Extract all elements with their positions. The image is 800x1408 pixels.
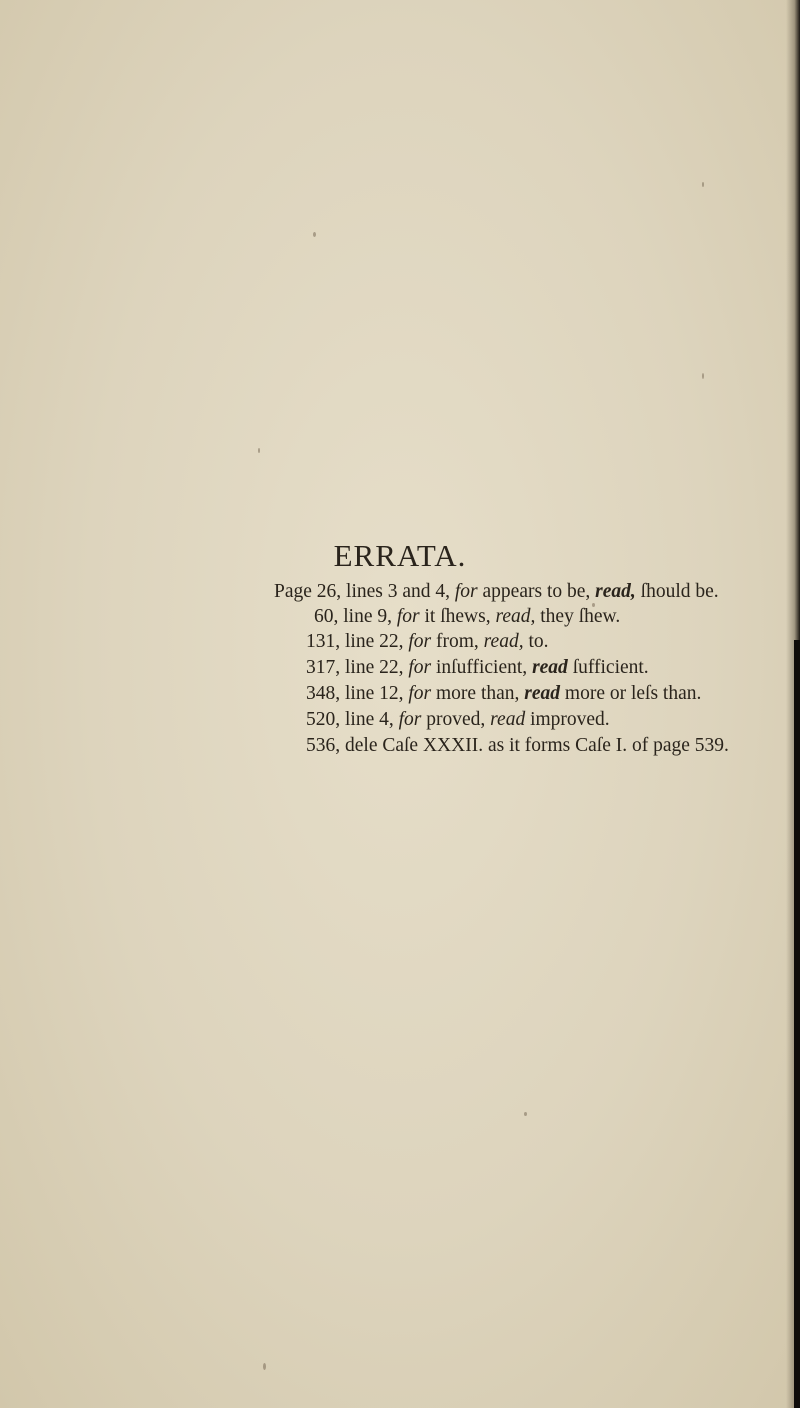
errata-entry (274, 582, 719, 602)
entry-lead: 348, line 12, (306, 683, 404, 704)
entry-lead: 60, line 9, (314, 606, 392, 627)
page-edge-binding (794, 640, 800, 1408)
wrong-text: appears to be, (482, 581, 591, 602)
paper-speck (702, 182, 704, 187)
right-text: ſufficient. (572, 657, 649, 678)
read-word: read (490, 709, 526, 730)
wrong-text: more than, (436, 683, 520, 704)
wrong-text: from, (436, 631, 479, 652)
paper-speck (524, 1112, 527, 1116)
for-word: for (408, 683, 432, 704)
entry-lead: 520, line 4, (306, 709, 394, 730)
paper-speck (258, 448, 260, 453)
wrong-text: it ſhews, (424, 606, 491, 627)
paper-speck (263, 1363, 266, 1370)
read-word: read, (595, 581, 636, 602)
errata-entry (306, 684, 701, 704)
entry-lead: 317, line 22, (306, 657, 404, 678)
errata-entry (314, 607, 620, 627)
right-text: they ſhew. (540, 606, 621, 627)
read-word: read, (483, 631, 524, 652)
entry-lead: 536, dele Caſe XXXII. as it forms Caſe I. of page 539. (306, 735, 729, 756)
right-text: to. (528, 631, 549, 652)
read-word: read (524, 683, 561, 704)
paper-speck (702, 373, 704, 379)
for-word: for (408, 657, 432, 678)
wrong-text: proved, (426, 709, 486, 730)
entry-lead: 131, line 22, (306, 631, 404, 652)
read-word: read, (495, 606, 536, 627)
right-text: improved. (530, 709, 610, 730)
paper-speck (313, 232, 316, 237)
entry-lead: Page 26, lines 3 and 4, (274, 581, 451, 602)
for-word: for (398, 709, 422, 730)
for-word: for (408, 631, 432, 652)
errata-entry (306, 632, 549, 652)
for-word: for (454, 581, 478, 602)
errata-entry (306, 736, 729, 756)
read-word: read (532, 657, 568, 678)
errata-heading: ERRATA. (333, 538, 467, 573)
errata-entry (306, 710, 610, 730)
right-text: more or leſs than. (564, 683, 702, 704)
for-word: for (396, 606, 420, 627)
wrong-text: inſufficient, (436, 657, 528, 678)
right-text: ſhould be. (640, 581, 719, 602)
errata-entry (306, 658, 649, 678)
